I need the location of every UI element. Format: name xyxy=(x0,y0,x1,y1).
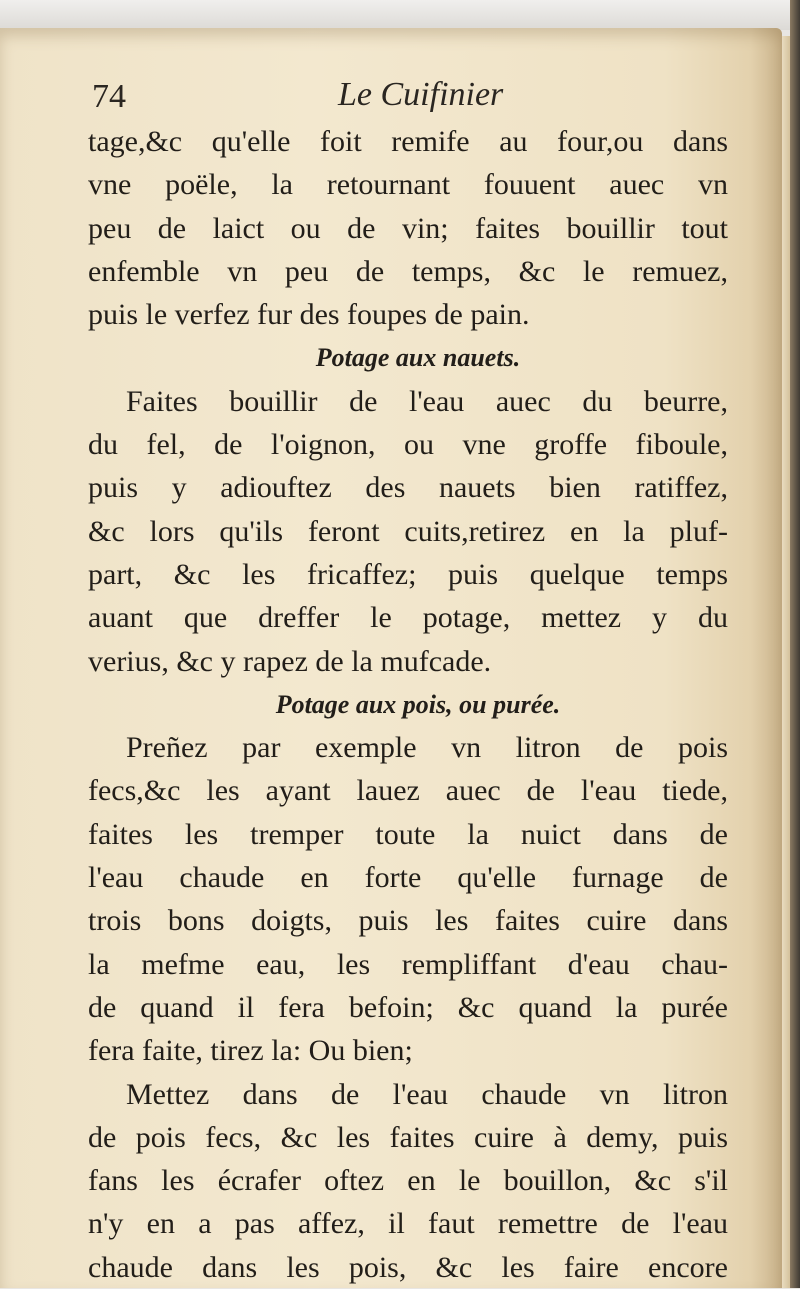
text-line: puis le verfez fur des foupes de pain. xyxy=(88,298,530,332)
text-line: tage,&c qu'elle foit remife au four,ou dans xyxy=(88,125,728,158)
text-line: peu de laict ou de vin; faites bouillir tout xyxy=(88,211,728,245)
text-line: l'eau chaude en forte qu'elle furnage de xyxy=(88,861,728,895)
text-line: trois bons doigts, puis les faites cuire dans xyxy=(88,904,728,938)
text-line: part, &c les fricaffez; puis quelque temps xyxy=(88,557,728,591)
text-line: auant que dreffer le potage, mettez y du xyxy=(88,601,728,635)
text-line: la mefme eau, les rempliffant d'eau chau- xyxy=(88,947,728,981)
text-line: puis y adiouftez des nauets bien ratiffez, xyxy=(88,471,728,505)
text-line: Mettez dans de l'eau chaude vn litron xyxy=(126,1077,728,1111)
text-line: Preñez par exemple vn litron de pois xyxy=(126,731,728,765)
text-line: faites les tremper toute la nuict dans de xyxy=(88,817,728,851)
text-line: fans les écrafer oftez en le bouillon, &c s'il xyxy=(88,1164,728,1198)
page-header xyxy=(92,76,732,126)
body-text xyxy=(88,120,728,1289)
text-line: vne poële, la retournant fouuent auec vn xyxy=(88,168,728,202)
text-line: fecs,&c les ayant lauez auec de l'eau tiede, xyxy=(88,774,728,808)
text-line: de pois fecs, &c les faites cuire à demy, puis xyxy=(88,1120,728,1154)
text-line: Faites bouillir de l'eau auec du beurre, xyxy=(126,384,728,418)
text-line: &c lors qu'ils feront cuits,retirez en la pluf- xyxy=(88,514,728,548)
page-number: 74 xyxy=(92,78,126,115)
binding-edge xyxy=(790,0,800,1288)
section-heading-pois: Potage aux pois, ou purée. xyxy=(275,689,561,719)
text-line: fera faite, tirez la: Ou bien; xyxy=(88,1034,413,1068)
text-line: n'y en a pas affez, il faut remettre de l'eau xyxy=(88,1207,728,1241)
running-title: Le Cuifinier xyxy=(338,76,504,113)
text-line: enfemble vn peu de temps, &c le remuez, xyxy=(88,254,728,288)
scan-background xyxy=(0,0,800,30)
section-heading-nauets: Potage aux nauets. xyxy=(315,343,521,373)
text-line: du fel, de l'oignon, ou vne groffe fiboule, xyxy=(88,428,728,462)
text-line: chaude dans les pois, &c les faire encore xyxy=(88,1250,728,1284)
text-line: verius, &c y rapez de la mufcade. xyxy=(88,644,492,678)
text-line: de quand il fera befoin; &c quand la purée xyxy=(88,990,728,1024)
